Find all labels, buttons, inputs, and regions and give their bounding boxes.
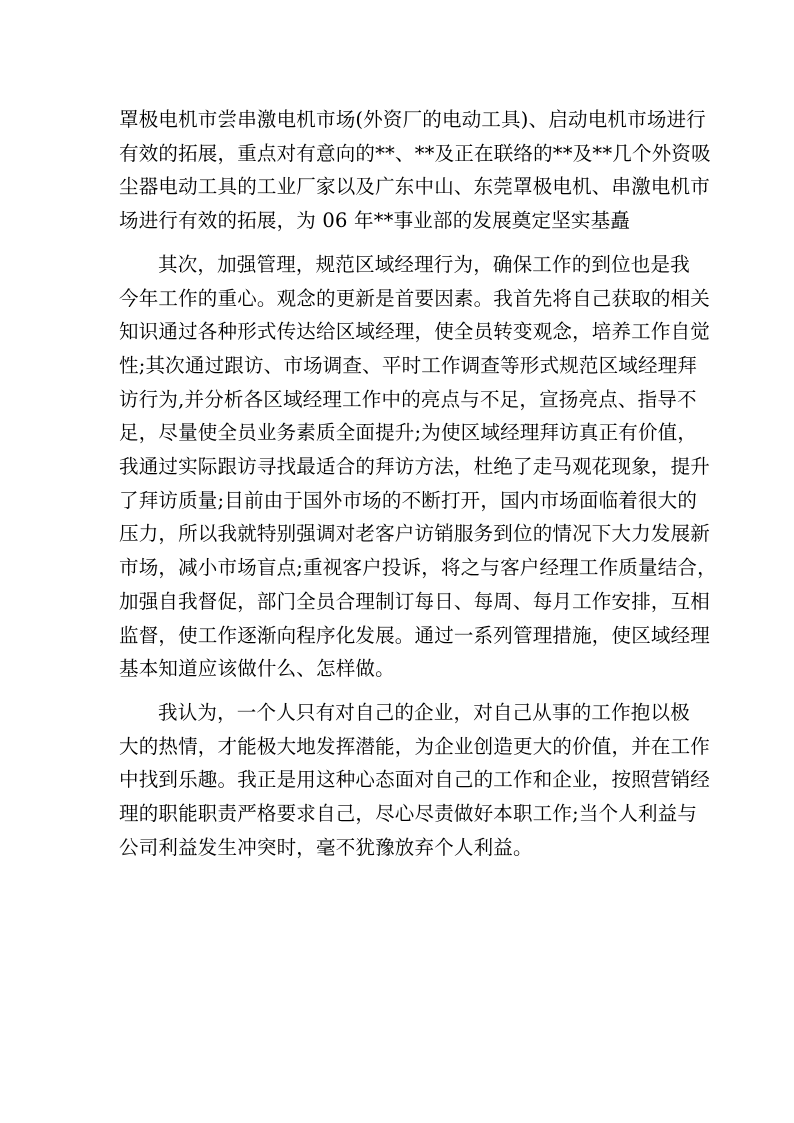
paragraph-management	[119, 248, 717, 686]
text-line: 访行为,并分析各区域经理工作中的亮点与不足，宣扬亮点、指导不	[119, 387, 697, 411]
document-page	[119, 103, 717, 864]
text-line: 性;其次通过跟访、市场调查、平时工作调查等形式规范区域经理拜	[119, 353, 698, 377]
text-line: 知识通过各种形式传达给区域经理，使全员转变观念，培养工作自觉	[119, 320, 711, 344]
text-line: 市场，减小市场盲点;重视客户投诉，将之与客户经理工作质量结合，	[119, 556, 717, 580]
text-line: 有效的拓展，重点对有意向的**、**及正在联络的**及**几个外资吸	[119, 141, 711, 165]
text-line: 大的热情，才能极大地发挥潜能，为企业创造更大的价值，并在工作	[119, 734, 711, 758]
text-line: 尘器电动工具的工业厂家以及广东中山、东莞罩极电机、串激电机市	[119, 175, 711, 199]
text-line: 基本知道应该做什么、怎样做。	[119, 657, 395, 681]
text-line: 今年工作的重心。观念的更新是首要因素。我首先将自己获取的相关	[119, 286, 711, 310]
text-line: 其次，加强管理，规范区域经理行为，确保工作的到位也是我	[158, 252, 690, 276]
text-line: 理的职能职责严格要求自己，尽心尽责做好本职工作;当个人利益与	[119, 802, 698, 826]
text-line: 了拜访质量;目前由于国外市场的不断打开，国内市场面临着很大的	[119, 488, 698, 512]
text-line: 我通过实际跟访寻找最适合的拜访方法，杜绝了走马观花现象，提升	[119, 455, 711, 479]
paragraph-market-expansion	[119, 103, 711, 238]
text-line: 监督，使工作逐渐向程序化发展。通过一系列管理措施，使区域经理	[119, 623, 711, 647]
text-line: 加强自我督促，部门全员合理制订每日、每周、每月工作安排，互相	[119, 589, 711, 613]
text-line: 中找到乐趣。我正是用这种心态面对自己的工作和企业，按照营销经	[119, 768, 711, 792]
text-line: 公司利益发生冲突时，毫不犹豫放弃个人利益。	[119, 835, 533, 859]
text-line: 足，尽量使全员业务素质全面提升;为使区域经理拜访真正有价值，	[119, 421, 698, 445]
text-line: 场进行有效的拓展，为 06 年**事业部的发展奠定坚实基矗	[119, 209, 631, 233]
text-line: 压力，所以我就特别强调对老客户访销服务到位的情况下大力发展新	[119, 522, 711, 546]
paragraph-attitude	[119, 696, 711, 865]
text-line: 罩极电机市尝串激电机市场(外资厂的电动工具)、启动电机市场进行	[119, 108, 706, 131]
text-line: 我认为，一个人只有对自己的企业，对自己从事的工作抱以极	[158, 700, 690, 724]
